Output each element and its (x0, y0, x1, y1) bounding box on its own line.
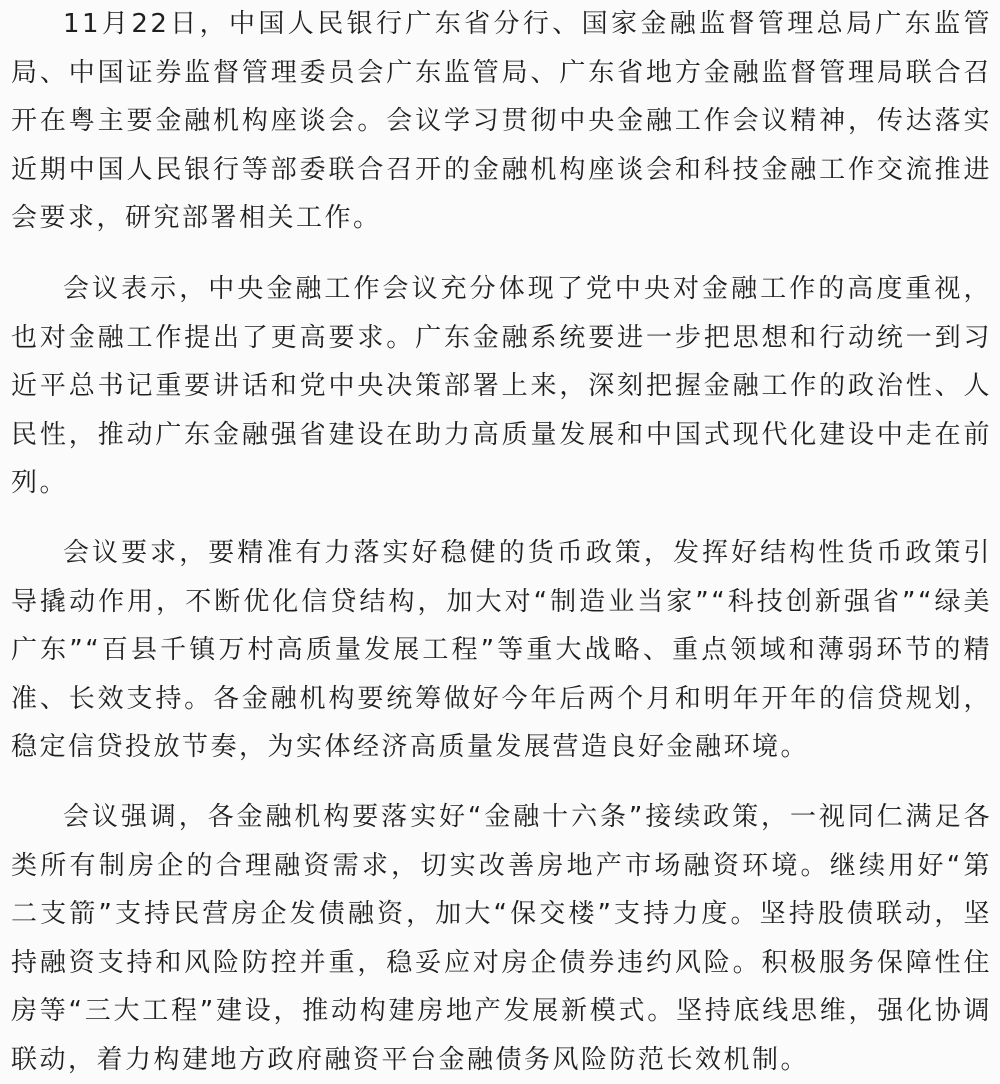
paragraph-4: 会议强调，各金融机构要落实好“金融十六条”接续政策，一视同仁满足各类所有制房企的合理融资需求，切实改善房地产市场融资环境。继续用好“第二支箭”支持民营房企发债融资，加大“保交楼”支持力度。坚持股债联动，坚持融资支持和风险防控并重，稳妥应对房企债券违约风险。积极服务保障性住房等“三大工程”建设，推动构建房地产发展新模式。坚持底线思维，强化协调联动，着力构建地方政府融资平台金融债务风险防范长效机制。 (11, 802, 992, 1075)
paragraph-3: 会议要求，要精准有力落实好稳健的货币政策，发挥好结构性货币政策引导撬动作用，不断优化信贷结构，加大对“制造业当家”“科技创新强省”“绿美广东”“百县千镇万村高质量发展工程”等重大战略、重点领域和薄弱环节的精准、长效支持。各金融机构要统筹做好今年后两个月和明年开年的信贷规划，稳定信贷投放节奏，为实体经济高质量发展营造良好金融环境。 (11, 538, 992, 762)
paragraph-2: 会议表示，中央金融工作会议充分体现了党中央对金融工作的高度重视，也对金融工作提出了更高要求。广东金融系统要进一步把思想和行动统一到习近平总书记重要讲话和党中央决策部署上来，深刻把握金融工作的政治性、人民性，推动广东金融强省建设在助力高质量发展和中国式现代化建设中走在前列。 (11, 274, 992, 498)
paragraph-1: 11月22日，中国人民银行广东省分行、国家金融监督管理总局广东监管局、中国证券监督管理委员会广东监管局、广东省地方金融监督管理局联合召开在粤主要金融机构座谈会。会议学习贯彻中央金融工作会议精神，传达落实近期中国人民银行等部委联合召开的金融机构座谈会和科技金融工作交流推进会要求，研究部署相关工作。 (11, 9, 992, 233)
